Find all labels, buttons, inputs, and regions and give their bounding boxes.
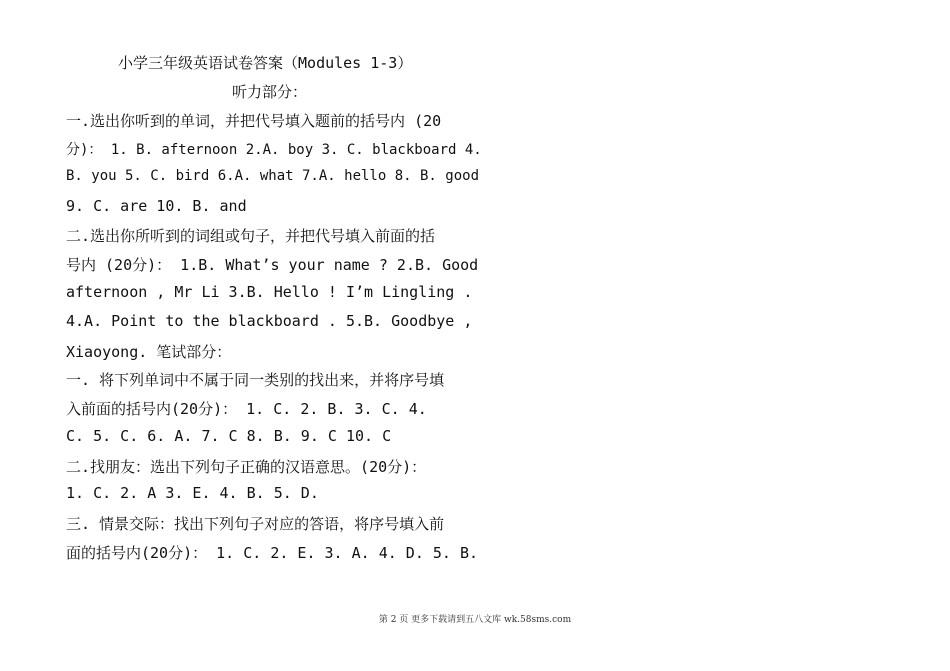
text-line: B. you 5. C. bird 6.A. what 7.A. hello 8. B. good — [66, 168, 480, 184]
text-line: 分)： 1. B. afternoon 2.A. boy 3. C. blackboard 4. — [66, 142, 482, 158]
text-line: 一.选出你听到的单词，并把代号填入题前的括号内 (20 — [66, 112, 442, 130]
text-line: 入前面的括号内(20分)： 1. C. 2. B. 3. C. 4. — [66, 400, 427, 418]
text-line: 4.A. Point to the blackboard . 5.B. Goodbye , — [66, 312, 473, 330]
text-line: Xiaoyong. 笔试部分： — [66, 343, 232, 361]
text-line: afternoon , Mr Li 3.B. Hello ! I’m Lingling . — [66, 283, 473, 301]
text-line: C. 5. C. 6. A. 7. C 8. B. 9. C 10. C — [66, 427, 392, 445]
text-line: 号内 (20分)： 1.B. What’s your name ? 2.B. Good — [66, 256, 479, 274]
text-line: 二.找朋友：选出下列句子正确的汉语意思。(20分)： — [66, 458, 427, 476]
text-line: 二.选出你所听到的词组或句子，并把代号填入前面的括 — [66, 227, 436, 245]
text-line: 9. C. are 10. B. and — [66, 197, 247, 215]
section-heading-listening: 听力部分： — [232, 83, 308, 101]
page-footer: 第 2 页 更多下载请到五八文库 wk.58sms.com — [378, 615, 572, 625]
text-line: 三. 情景交际：找出下列句子对应的答语，将序号填入前 — [66, 515, 445, 533]
document-title: 小学三年级英语试卷答案（Modules 1-3） — [118, 54, 413, 72]
text-line: 面的括号内(20分)： 1. C. 2. E. 3. A. 4. D. 5. B. — [66, 544, 479, 562]
text-line: 1. C. 2. A 3. E. 4. B. 5. D. — [66, 484, 319, 502]
text-line: 一. 将下列单词中不属于同一类别的找出来，并将序号填 — [66, 371, 445, 389]
